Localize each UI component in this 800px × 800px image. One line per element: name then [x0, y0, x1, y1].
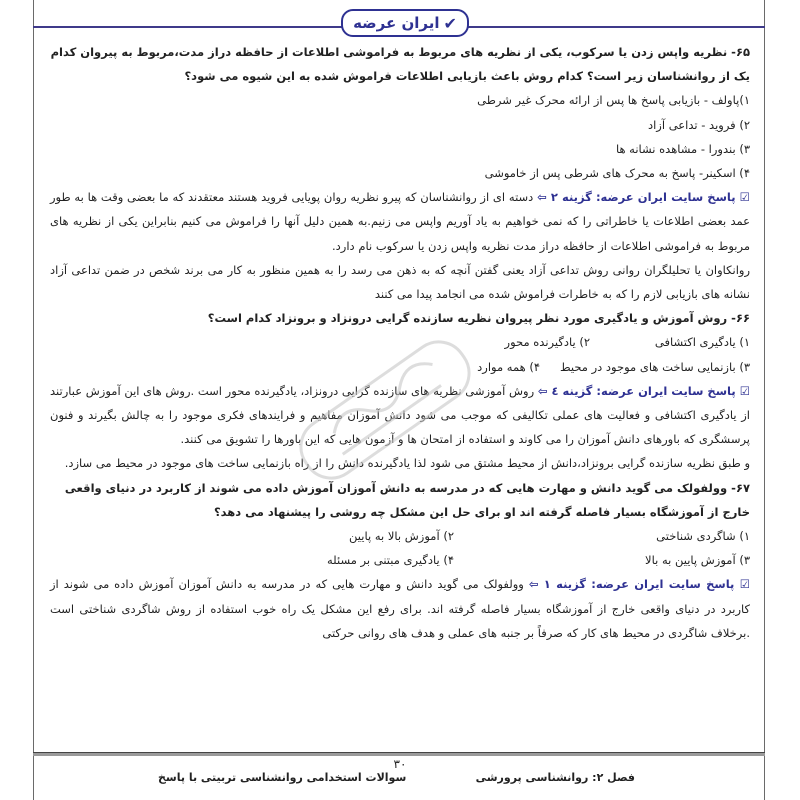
- q67-answer-text: وولفولک می گوید دانش و مهارت هایی که در مدرسه به دانش آموزان آموزش داده می شوند از کاربرد در دنیای واقعی خارج از آموزشگاه بسیار فاصله گرفته اند. برای رفع این مشکل یک راه خوب استفاده از روش شاگردی شناختی است .برخلاف شاگردی در محیط های کار که صرفاً بر جنبه های عملی و هدف های روانی حرکتی: [50, 577, 750, 640]
- q65-option-4: ۴) اسکینر- پاسخ به محرک های شرطی پس از خاموشی: [484, 166, 750, 181]
- q66-option-1: ۱) یادگیری اکتشافی: [654, 335, 750, 350]
- q67-options-row-2: [50, 548, 750, 572]
- q65-option-3: ۳) بندورا - مشاهده نشانه ها: [615, 141, 750, 156]
- q66-extra: و طبق نظریه سازنده گرایی برونزاد،دانش از محیط مشتق می شود لذا یادگیرنده دانش را از راه بازنمایی ساخت های موجود در محیط می سازد.: [64, 456, 750, 471]
- header-logo: [341, 9, 469, 37]
- q67-option-1: ۱) شاگردی شناختی: [656, 529, 750, 544]
- q66-options-row-1: [50, 330, 750, 354]
- page-number: ۳۰: [393, 757, 407, 771]
- q66-option-2: ۲) یادگیرنده محور: [504, 335, 590, 350]
- q65-option-1: ۱)پاولف - بازیابی پاسخ ها پس از ارائه محرک غیر شرطی: [477, 93, 750, 108]
- q67-option-3: ۳) آموزش پایین به بالا: [645, 553, 750, 568]
- q66-answer-text: روش آموزشی نظریه های سازنده گرایی درونزاد، یادگیرنده محور است .روش های این آموزش عبارتند از یادگیری اکتشافی و فعالیت های عملی تکالیفی که موجب می شود دانش آموزان مفاهیم و فرایندهای فکری موجود را به چالش بگیرند و فنون پرسشگری که باورهای دانش آموزان را می کاوند و استفاده از امتحان ها و آزمون هایی که این باورها را تشویق می کنند.: [50, 383, 750, 447]
- q67-option-2: ۲) آموزش بالا به پایین: [349, 529, 454, 544]
- q65-answer-label: ☑ پاسخ سایت ایران عرضه: گزینه ۲ ⇦: [537, 190, 750, 205]
- checkbox-icon: ☑: [739, 577, 750, 592]
- q66-option-3: ۳) بازنمایی ساخت های موجود در محیط: [559, 359, 750, 374]
- question-67: ۶۷- وولفولک می گوید دانش و مهارت هایی که در مدرسه به دانش آموزان آموزش داده می شوند از کاربرد در دنیای واقعی خارج از آموزشگاه بسیار فاصله گرفته اند او برای حل این مشکل چه روشی را پیشنهاد می دهد؟: [64, 480, 750, 519]
- checkbox-icon: ☑: [739, 383, 750, 398]
- q65-answer-text: دسته ای از روانشناسان که پیرو نظریه روان پویایی فروید هستند معتقدند که ما بعضی وقت ها به طور عمد بعضی اطلاعات یا خاطراتی را که نمی خواهیم به یاد آوریم واپس می زنیم.به همین دلیل آنها را فراموش می کنیم بنابراین یکی از نظریه های مربوط به فراموشی اطلاعات از حافظه دراز مدت نظریه واپس زدن یا سرکوب نام دارد.: [50, 190, 750, 253]
- q66-option-4: ۴) همه موارد: [477, 359, 540, 374]
- logo-text: ایران عرضه: [353, 14, 440, 32]
- q67-answer: [50, 572, 750, 645]
- q65-answer: [50, 185, 750, 258]
- footer-book-title: سوالات استخدامی روانشناسی تربیتی با پاسخ: [158, 771, 407, 784]
- page-content: [50, 40, 750, 645]
- left-border-line: [33, 0, 34, 800]
- checkbox-icon: ☑: [739, 190, 750, 205]
- q67-answer-label: ☑ پاسخ سایت ایران عرضه: گزینه ۱ ⇦: [528, 577, 750, 592]
- logo-check-icon: ✔: [443, 13, 457, 33]
- footer-bar: [33, 753, 765, 756]
- question-65: ۶۵- نظریه واپس زدن یا سرکوب، یکی از نظریه های مربوط به فراموشی اطلاعات از حافظه دراز مدت،مربوط به پیروان کدام یک از روانشناسان زیر است؟ کدام روش باعث بازیابی اطلاعات فراموش شده به این شیوه می شود؟: [50, 45, 750, 84]
- question-66: ۶۶- روش آموزش و یادگیری مورد نظر پیروان نظریه سازنده گرایی درونزاد و برونزاد کدام است؟: [207, 311, 750, 326]
- right-border-line: [764, 0, 765, 800]
- q66-options-row-2: [50, 355, 750, 379]
- q65-extra: روانکاوان یا تحلیلگران روانی روش تداعی آزاد یعنی گفتن آنچه که به ذهن می رسد را به همین منظور به کار می برند شخص در ضمن تداعی آزاد نشانه های بازیابی لازم را که به خاطرات فراموش شده می انجامد پیدا می کنند: [50, 262, 750, 302]
- q66-answer: [50, 379, 750, 452]
- q67-options-row-1: [50, 524, 750, 548]
- q66-answer-label: ☑ پاسخ سایت ایران عرضه: گزینه ٤ ⇦: [537, 383, 750, 398]
- footer-chapter: فصل ۲: روانشناسی پرورشی: [475, 771, 635, 784]
- q65-option-2: ۲) فروید - تداعی آزاد: [647, 117, 750, 132]
- q67-option-4: ۴) یادگیری مبتنی بر مسئله: [327, 553, 454, 568]
